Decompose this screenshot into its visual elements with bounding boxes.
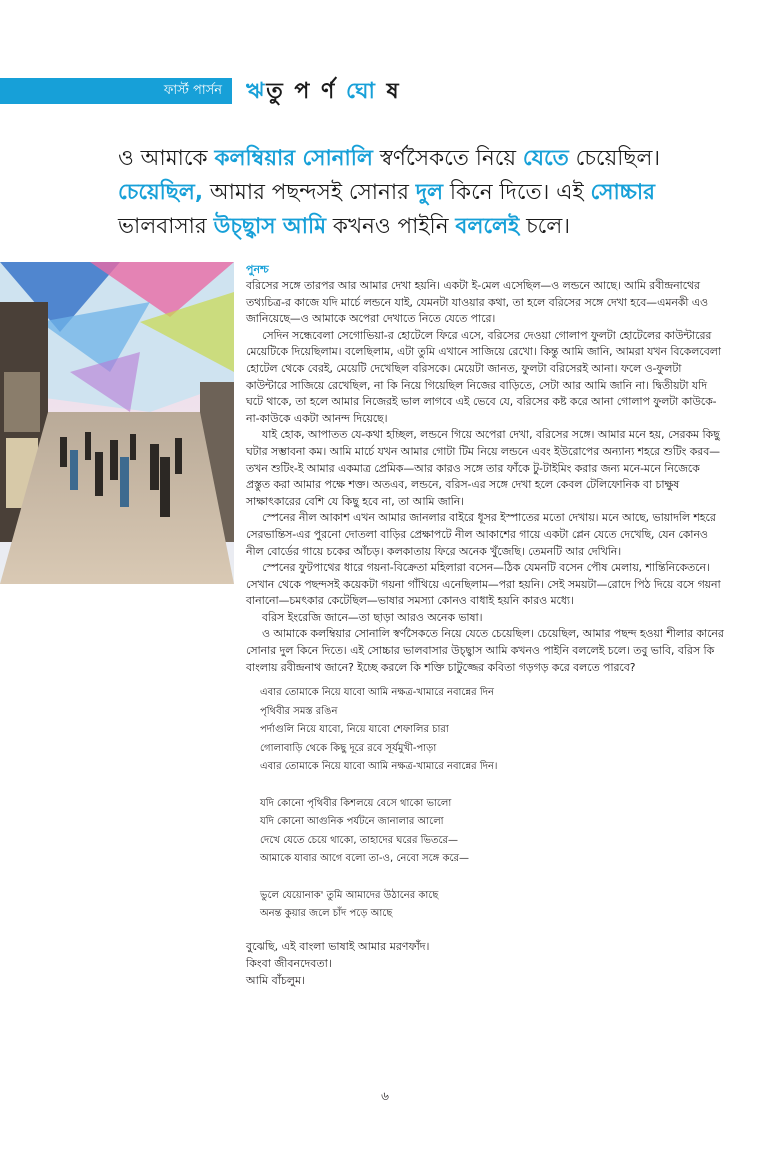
article-paragraph: সেদিন সন্ধেবেলা সেগোভিয়া-র হোটেলে ফিরে এসে, বরিসের দেওয়া গোলাপ ফুলটা হোটেলের কাউন্টারের মেয়েটিকে দিয়েছিলাম। বলেছিলাম, এটা তুমি এখানে সাজিয়ে রেখো। কিন্তু আমি জানি, আমরা যখন বিকেলবেলা হোটেল থেকে বেরই, মেয়েটি দেখেছিল বরিসকে। মেয়েটা জানত, ফুলটা বরিসেরই আনা। ফলে ও-ফুলটা কাউন্টারে সাজিয়ে রেখেছিল, না কি নিয়ে গিয়েছিল নিজের বাড়িতে, সেটা আর আমি জানি না। দ্বিতীয়টা যদি ঘটে থাকে, তা হলে আমার নিজেরই ভাল লাগবে এই ভেবে যে, বরিসের কষ্ট করে আনা গোলাপ ফুলটা কাউকে-না-কাউকে একটা আনন্দ দিয়েছে। [246,328,721,425]
poem-line: গোলাবাড়ি থেকে কিছু দূরে রবে সূর্যমুখী-পাড়া [260,742,437,754]
section-bar [0,78,232,104]
article-paragraph: বরিস ইংরেজি জানে—তা ছাড়া আরও অনেক ভাষা। [262,610,483,624]
closing-line: বুঝেছি, এই বাংলা ভাষাই আমার মরণফাঁদ। [246,939,430,953]
pull-quote [118,142,738,244]
article-paragraph: স্পেনের নীল আকাশ এখন আমার জানলার বাইরে ধূসর ইস্পাতের মতো দেখায়। মনে আছে, ভায়াদলি শহরে সেরভান্তিস-এর পুরনো দোতলা বাড়ির প্রেক্ষাপটে নীল আকাশের গায়ে একটা প্লেন যেতে দেখেছি, যেন কোনও নীল বোর্ডের গায়ে চকের আঁচড়। কলকাতায় ফিরে অনেক খুঁজেছি। তেমনটি আর দেখিনি। [246,511,716,558]
article-paragraph: বরিসের সঙ্গে তারপর আর আমার দেখা হয়নি। একটা ই-মেল এসেছিল—ও লন্ডনে আছে। আমি রবীন্দ্রনাথের তথ্যচিত্র-র কাজে যদি মার্চে লন্ডনে যাই, যেমনটা যাওয়ার কথা, তা হলে বরিসের সঙ্গে দেখা হবে—এমনকী এও জানিয়েছে—ও আমাকে অপেরা দেখাতে নিতে যেতে পারে। [246,279,708,326]
article-subhead: পুনশ্চ [246,263,269,276]
pull-quote-text: চেয়েছিল। [568,146,661,171]
pull-quote-text: ভালবাসার [118,214,214,239]
pull-quote-highlight: উচ্ছ্বাস আমি [213,214,327,239]
section-label: ফার্স্ট পার্সন [163,83,222,98]
article-body [246,262,724,989]
closing-line: কিংবা জীবনদেবতা। [246,956,332,970]
poem-line: এবার তোমাকে নিয়ে যাবো আমি নক্ষত্র-খামারে নবান্নের দিন। [260,761,498,773]
pull-quote-highlight: চেয়েছিল, [118,180,203,205]
poem-line: অনন্ত কুয়ার জলে চাঁদ পড়ে আছে [260,908,393,920]
pull-quote-text: কিনে দিতে। এই [443,180,591,205]
poem-line: পৃথিবীর সমস্ত রঙিন [260,705,338,717]
pull-quote-highlight: কলম্বিয়ার সোনালি [214,146,373,171]
author-name-part: ষ [386,79,401,104]
poem [260,684,724,924]
author-name-part: তু প র্ণ [266,79,337,104]
closing-line: আমি বাঁচলুম। [246,973,306,987]
poem-line: যদি কোনো আগুনিক পর্যটনে জানালার আলো [260,816,444,828]
author-name-part: ঘো [345,79,377,104]
pull-quote-text: চলে। [519,214,571,239]
poem-line: দেখে যেতে চেয়ে থাকো, তাহাদের ঘরের ভিতরে— [260,834,458,846]
pull-quote-text: কখনও পাইনি [326,214,456,239]
article-paragraph: ও আমাকে কলম্বিয়ার সোনালি স্বর্ণসৈকতে নিয়ে যেতে চেয়েছিল। চেয়েছিল, আমার পছন্দ হওয়া শীলার কানের সোনার দুল কিনে দিতে। এই সোচ্চার ভালবাসার উচ্ছ্বাস আমি কখনও পাইনি বললেই চলে। তবু ভাবি, বরিস কি বাংলায় রবীন্দ্রনাথ জানে? ইচ্ছে করলে কি শক্তি চাটুজ্জের কবিতা গড়গড় করে বলতে পারবে? [246,627,724,674]
pull-quote-text: স্বর্ণসৈকতে নিয়ে [372,146,523,171]
closing-lines [246,938,724,989]
poem-line: এবার তোমাকে নিয়ে যাবো আমি নক্ষত্র-খামারে নবান্নের দিন [260,687,494,699]
pull-quote-highlight: বললেই [455,214,520,239]
pull-quote-text: আমার পছন্দসই সোনার [203,180,416,205]
article-paragraph: স্পেনের ফুটপাথের ধারে গয়না-বিক্রেতা মহিলারা বসেন—ঠিক যেমনটি বসেন পৌষ মেলায়, শান্তিনিকেতনে। সেখান থেকে পছন্দসই কয়েকটা গয়না গাঁথিয়ে এনেছিলাম—পরা হয়নি। সেই সময়টা—রোদে পিঠ দিয়ে বসে গয়না বানানো—চমৎকার কেটেছিল—ভাষার সমস্যা কোনও বাধাই হয়নি কারও মধ্যে। [246,561,721,608]
pull-quote-highlight: যেতে [522,146,569,171]
author-name [246,74,401,111]
poem-line: ভুলে যেয়োনাক' তুমি আমাদের উঠানের কাছে [260,889,439,901]
stanza-gap [260,777,724,795]
poem-line: যদি কোনো পৃথিবীর কিশলয়ে বেসে থাকো ভালো [260,797,452,809]
poem-line: আমাকে যাবার আগে বলো তা-ও, নেবো সঙ্গে করে— [260,853,470,865]
pull-quote-highlight: দুল [415,180,444,205]
article-paragraph: যাই হোক, আপাতত যে-কথা হচ্ছিল, লন্ডনে গিয়ে অপেরা দেখা, বরিসের সঙ্গে। আমার মনে হয়, সেরকম কিছু ঘটার সম্ভাবনা কম। আমি মার্চে যখন আমার গোটা টিম নিয়ে লন্ডনে এবং ইউরোপের অন্যান্য শহরে শুটিং করব—তখন শুটিং-ই আমার একমাত্র প্রেমিক—আর কারও সঙ্গে তার ফাঁকে টু-টাইমিং করার জন্য মনে-মনে নিজেকে প্রস্তুত করা আমার পক্ষে শক্ত। অতএব, লন্ডনে, বরিস-এর সঙ্গে দেখা হলে কেবল টেলিফোনিক বা চাক্ষুষ সাক্ষাৎকারের বেশি যে কিছু হবে না, তা আমি জানি। [246,428,721,508]
page-number: ৬ [381,1089,389,1103]
stanza-gap [260,869,724,887]
pull-quote-highlight: সোচ্চার [590,180,655,205]
pull-quote-text: ও আমাকে [118,146,215,171]
author-name-part: ঋ [246,79,267,104]
poem-line: পর্দাগুলি নিয়ে যাবো, নিয়ে যাবো শেফালির চারা [260,724,449,736]
street-photo [0,262,234,584]
